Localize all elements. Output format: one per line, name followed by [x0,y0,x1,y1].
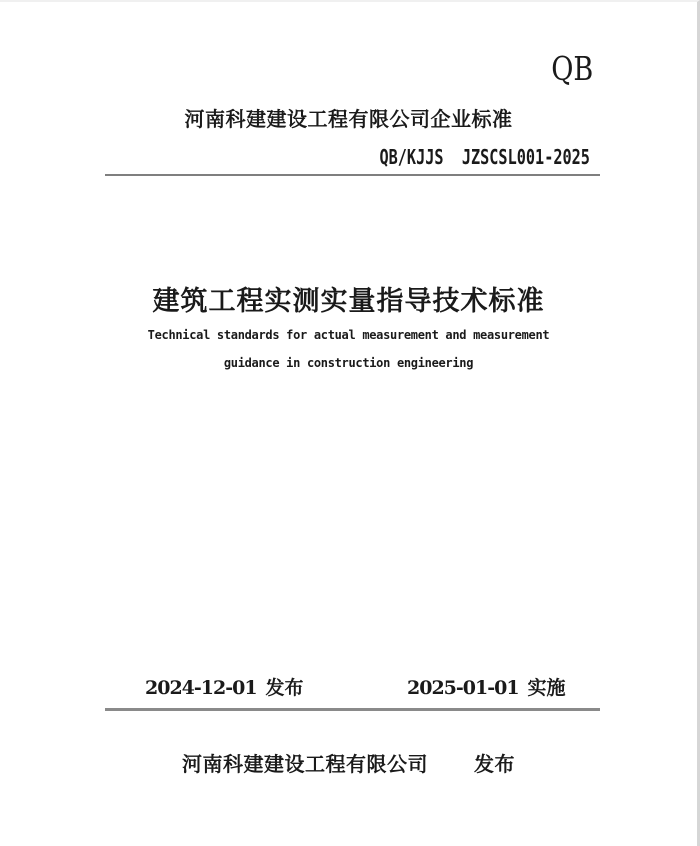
document-title-en-line1: Technical standards for actual measurement and measurement [147,328,550,342]
enterprise-standard-header: 河南科建建设工程有限公司企业标准 [184,107,513,131]
standard-type-logo: QB [550,49,593,88]
footer-rule [105,708,600,711]
document-title-zh: 建筑工程实测实量指导技术标准 [152,286,545,317]
issue-date [145,673,304,700]
publish-action-label: 发布 [474,752,515,776]
issue-date-label: 发布 [265,677,304,699]
implementation-date [407,673,566,700]
standard-number: QB/KJJS JZSCSL001-2025 [379,145,590,169]
publisher-name: 河南科建建设工程有限公司 [182,752,428,776]
publisher-row [0,748,697,777]
implementation-date-value: 2025-01-01 [407,677,519,699]
implementation-date-label: 实施 [527,677,566,699]
document-title-en-line2: guidance in construction engineering [223,356,474,370]
header-rule [105,174,600,176]
issue-date-value: 2024-12-01 [145,677,257,699]
